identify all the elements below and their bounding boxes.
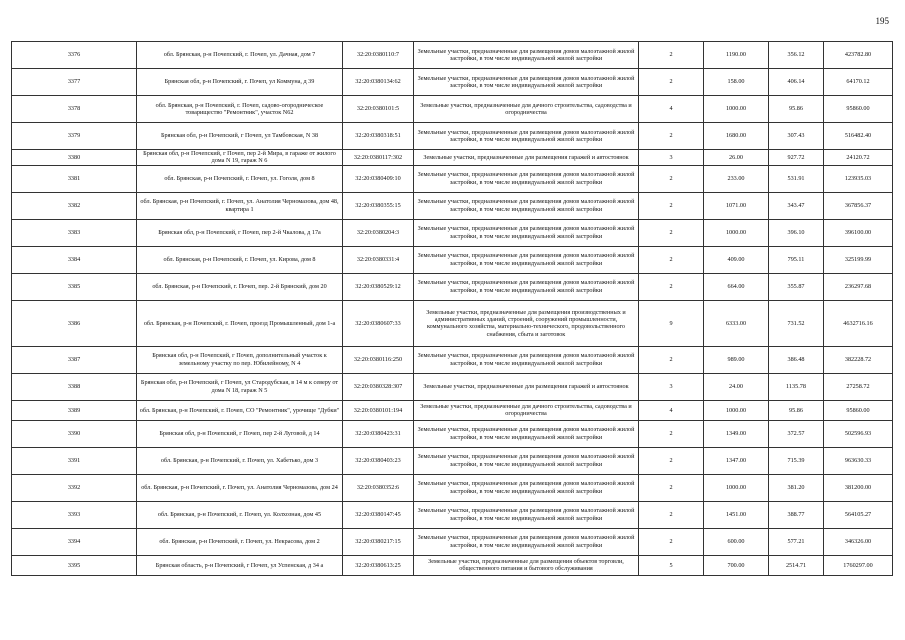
address-cell: обл. Брянская, р-н Почепский, г. Почеп, СО "Ремонтник", урочище "Дубки" xyxy=(137,400,343,420)
group-cell: 2 xyxy=(639,273,704,300)
land-use-cell: Земельные участки, предназначенные для размещения домов малоэтажной жилой застройки, в том числе индивидуальной жилой застройки xyxy=(414,42,639,69)
area-cell: 24.00 xyxy=(704,373,769,400)
table-row xyxy=(12,555,893,575)
address-cell: обл. Брянская, р-н Почепский, г. Почеп, ул. Колхозная, дом 45 xyxy=(137,501,343,528)
land-use-cell: Земельные участки, предназначенные для размещения гаражей и автостоянок xyxy=(414,373,639,400)
specific-value-cell: 715.39 xyxy=(769,447,824,474)
specific-value-cell: 1135.78 xyxy=(769,373,824,400)
row-number: 3385 xyxy=(12,273,137,300)
cadastral-number-cell: 32:20:0380217:15 xyxy=(343,528,414,555)
land-use-cell: Земельные участки, предназначенные для размещения домов малоэтажной жилой застройки, в том числе индивидуальной жилой застройки xyxy=(414,192,639,219)
area-cell: 1680.00 xyxy=(704,123,769,150)
cadastral-number-cell: 32:20:0380403:23 xyxy=(343,447,414,474)
cadastral-number-cell: 32:20:0380409:10 xyxy=(343,165,414,192)
table-row xyxy=(12,69,893,96)
address-cell: обл. Брянская, р-н Почепский, г. Почеп, ул. Анатолия Черномазова, дом 48, квартира 1 xyxy=(137,192,343,219)
group-cell: 5 xyxy=(639,555,704,575)
address-cell: Брянская обл, р-н Почепский, г. Почеп, ул Коммуна, д 39 xyxy=(137,69,343,96)
cadastral-value-cell: 27258.72 xyxy=(824,373,893,400)
address-cell: Брянская обл, р-н Почепский, г Почеп, ул Тамбовская, N 38 xyxy=(137,123,343,150)
cadastral-value-cell: 516482.40 xyxy=(824,123,893,150)
row-number: 3378 xyxy=(12,96,137,123)
group-cell: 2 xyxy=(639,346,704,373)
land-use-cell: Земельные участки, предназначенные для размещения домов малоэтажной жилой застройки, в том числе индивидуальной жилой застройки xyxy=(414,528,639,555)
group-cell: 2 xyxy=(639,420,704,447)
table-row xyxy=(12,300,893,346)
row-number: 3377 xyxy=(12,69,137,96)
cadastral-value-cell: 4632716.16 xyxy=(824,300,893,346)
specific-value-cell: 355.87 xyxy=(769,273,824,300)
row-number: 3389 xyxy=(12,400,137,420)
cadastral-value-cell: 236297.68 xyxy=(824,273,893,300)
group-cell: 2 xyxy=(639,42,704,69)
row-number: 3380 xyxy=(12,150,137,166)
land-use-cell: Земельные участки, предназначенные для размещения домов малоэтажной жилой застройки, в том числе индивидуальной жилой застройки xyxy=(414,346,639,373)
address-cell: обл. Брянская, р-н Почепский, г. Почеп, ул. Гоголя, дом 8 xyxy=(137,165,343,192)
group-cell: 2 xyxy=(639,447,704,474)
table-row xyxy=(12,447,893,474)
specific-value-cell: 95.86 xyxy=(769,400,824,420)
area-cell: 700.00 xyxy=(704,555,769,575)
land-use-cell: Земельные участки, предназначенные для дачного строительства, садоводства и огородничества xyxy=(414,96,639,123)
address-cell: Брянская обл, р-н Почепский, г Почеп, дополнительный участок к земельному участку по пер. Юбилейному, N 4 xyxy=(137,346,343,373)
area-cell: 1000.00 xyxy=(704,219,769,246)
address-cell: обл. Брянская, р-н Почепский, г. Почеп, ул. Анатолия Черномазова, дом 24 xyxy=(137,474,343,501)
group-cell: 2 xyxy=(639,165,704,192)
table-row xyxy=(12,165,893,192)
group-cell: 2 xyxy=(639,501,704,528)
cadastral-value-cell: 95860.00 xyxy=(824,96,893,123)
specific-value-cell: 731.52 xyxy=(769,300,824,346)
cadastral-number-cell: 32:20:0380355:15 xyxy=(343,192,414,219)
specific-value-cell: 927.72 xyxy=(769,150,824,166)
group-cell: 2 xyxy=(639,219,704,246)
area-cell: 1190.00 xyxy=(704,42,769,69)
address-cell: Брянская обл, р-н Почепский, г Почеп, пер 2-й Луговой, д 14 xyxy=(137,420,343,447)
cadastral-value-cell: 367856.37 xyxy=(824,192,893,219)
land-use-cell: Земельные участки, предназначенные для размещения домов малоэтажной жилой застройки, в том числе индивидуальной жилой застройки xyxy=(414,420,639,447)
cadastral-value-cell: 423782.80 xyxy=(824,42,893,69)
group-cell: 3 xyxy=(639,150,704,166)
cadastral-value-cell: 95860.00 xyxy=(824,400,893,420)
group-cell: 2 xyxy=(639,474,704,501)
cadastral-value-cell: 64170.12 xyxy=(824,69,893,96)
table-row xyxy=(12,123,893,150)
cadastral-number-cell: 32:20:0380613:25 xyxy=(343,555,414,575)
land-use-cell: Земельные участки, предназначенные для размещения домов малоэтажной жилой застройки, в том числе индивидуальной жилой застройки xyxy=(414,69,639,96)
row-number: 3387 xyxy=(12,346,137,373)
cadastral-number-cell: 32:20:0380134:62 xyxy=(343,69,414,96)
address-cell: Брянская обл, р-н Почепский, г Почеп, пер 2-й Чкалова, д 17а xyxy=(137,219,343,246)
address-cell: обл. Брянская, р-н Почепский, г. Почеп, ул. Хабетько, дом 3 xyxy=(137,447,343,474)
group-cell: 4 xyxy=(639,96,704,123)
area-cell: 989.00 xyxy=(704,346,769,373)
table-row xyxy=(12,150,893,166)
row-number: 3392 xyxy=(12,474,137,501)
address-cell: Брянская область, р-н Почепский, г Почеп, ул Успенская, д 34 а xyxy=(137,555,343,575)
group-cell: 2 xyxy=(639,123,704,150)
group-cell: 9 xyxy=(639,300,704,346)
cadastral-value-cell: 382228.72 xyxy=(824,346,893,373)
specific-value-cell: 531.91 xyxy=(769,165,824,192)
land-use-cell: Земельные участки, предназначенные для размещения домов малоэтажной жилой застройки, в том числе индивидуальной жилой застройки xyxy=(414,219,639,246)
cadastral-number-cell: 32:20:0380116:250 xyxy=(343,346,414,373)
area-cell: 409.00 xyxy=(704,246,769,273)
row-number: 3388 xyxy=(12,373,137,400)
area-cell: 1000.00 xyxy=(704,474,769,501)
table-row xyxy=(12,373,893,400)
table-row xyxy=(12,42,893,69)
address-cell: обл. Брянская, р-н Почепский, г. Почеп, пер. 2-й Брянский, дом 20 xyxy=(137,273,343,300)
table-row xyxy=(12,219,893,246)
specific-value-cell: 386.48 xyxy=(769,346,824,373)
area-cell: 158.00 xyxy=(704,69,769,96)
table-row xyxy=(12,528,893,555)
group-cell: 3 xyxy=(639,373,704,400)
row-number: 3376 xyxy=(12,42,137,69)
cadastral-number-cell: 32:20:0380318:51 xyxy=(343,123,414,150)
specific-value-cell: 2514.71 xyxy=(769,555,824,575)
area-cell: 1071.00 xyxy=(704,192,769,219)
table-row xyxy=(12,246,893,273)
land-use-cell: Земельные участки, предназначенные для размещения домов малоэтажной жилой застройки, в том числе индивидуальной жилой застройки xyxy=(414,273,639,300)
area-cell: 233.00 xyxy=(704,165,769,192)
row-number: 3393 xyxy=(12,501,137,528)
land-use-cell: Земельные участки, предназначенные для размещения домов малоэтажной жилой застройки, в том числе индивидуальной жилой застройки xyxy=(414,447,639,474)
address-cell: обл. Брянская, р-н Почепский, г. Почеп, ул. Некрасова, дом 2 xyxy=(137,528,343,555)
cadastral-value-cell: 564105.27 xyxy=(824,501,893,528)
table-row xyxy=(12,273,893,300)
row-number: 3383 xyxy=(12,219,137,246)
specific-value-cell: 396.10 xyxy=(769,219,824,246)
area-cell: 6333.00 xyxy=(704,300,769,346)
cadastral-value-cell: 963630.33 xyxy=(824,447,893,474)
address-cell: обл. Брянская, р-н Почепский, г. Почеп, проезд Промышленный, дом 1-а xyxy=(137,300,343,346)
specific-value-cell: 372.57 xyxy=(769,420,824,447)
address-cell: Брянская обл, р-н Почепский, г Почеп, пер 2-й Мира, в гараже от жилого дома N 19, гараж N 6 xyxy=(137,150,343,166)
specific-value-cell: 388.77 xyxy=(769,501,824,528)
specific-value-cell: 95.86 xyxy=(769,96,824,123)
specific-value-cell: 381.20 xyxy=(769,474,824,501)
cadastral-value-cell: 396100.00 xyxy=(824,219,893,246)
row-number: 3394 xyxy=(12,528,137,555)
land-use-cell: Земельные участки, предназначенные для размещения домов малоэтажной жилой застройки, в том числе индивидуальной жилой застройки xyxy=(414,165,639,192)
row-number: 3395 xyxy=(12,555,137,575)
row-number: 3391 xyxy=(12,447,137,474)
specific-value-cell: 406.14 xyxy=(769,69,824,96)
page-number: 195 xyxy=(875,16,889,26)
cadastral-number-cell: 32:20:0380328:307 xyxy=(343,373,414,400)
specific-value-cell: 795.11 xyxy=(769,246,824,273)
specific-value-cell: 356.12 xyxy=(769,42,824,69)
specific-value-cell: 577.21 xyxy=(769,528,824,555)
table-body xyxy=(12,42,893,576)
group-cell: 2 xyxy=(639,192,704,219)
cadastral-number-cell: 32:20:0380110:7 xyxy=(343,42,414,69)
table-row xyxy=(12,192,893,219)
cadastral-value-cell: 325199.99 xyxy=(824,246,893,273)
row-number: 3381 xyxy=(12,165,137,192)
land-use-cell: Земельные участки, предназначенные для размещения домов малоэтажной жилой застройки, в том числе индивидуальной жилой застройки xyxy=(414,123,639,150)
area-cell: 600.00 xyxy=(704,528,769,555)
land-use-cell: Земельные участки, предназначенные для размещения домов малоэтажной жилой застройки, в том числе индивидуальной жилой застройки xyxy=(414,474,639,501)
cadastral-number-cell: 32:20:0380101:5 xyxy=(343,96,414,123)
address-cell: обл. Брянская, р-н Почепский, г. Почеп, ул. Дачная, дом 7 xyxy=(137,42,343,69)
cadastral-number-cell: 32:20:0380117:302 xyxy=(343,150,414,166)
cadastral-number-cell: 32:20:0380423:31 xyxy=(343,420,414,447)
cadastral-value-cell: 346326.00 xyxy=(824,528,893,555)
cadastral-value-cell: 502596.93 xyxy=(824,420,893,447)
address-cell: Брянская обл, р-н Почепский, г Почеп, ул Стародубская, в 14 м к северу от дома N 18, гараж N 5 xyxy=(137,373,343,400)
cadastral-number-cell: 32:20:0380331:4 xyxy=(343,246,414,273)
address-cell: обл. Брянская, р-н Почепский, г. Почеп, садово-огородническое товарищество "Ремонтник", участок N62 xyxy=(137,96,343,123)
address-cell: обл. Брянская, р-н Почепский, г. Почеп, ул. Кирова, дом 8 xyxy=(137,246,343,273)
table-row xyxy=(12,501,893,528)
cadastral-value-cell: 1760297.00 xyxy=(824,555,893,575)
land-use-cell: Земельные участки, предназначенные для размещения домов малоэтажной жилой застройки, в том числе индивидуальной жилой застройки xyxy=(414,246,639,273)
specific-value-cell: 343.47 xyxy=(769,192,824,219)
area-cell: 1347.00 xyxy=(704,447,769,474)
cadastral-value-cell: 381200.00 xyxy=(824,474,893,501)
table-row xyxy=(12,96,893,123)
cadastral-number-cell: 32:20:0380147:45 xyxy=(343,501,414,528)
area-cell: 664.00 xyxy=(704,273,769,300)
row-number: 3382 xyxy=(12,192,137,219)
land-use-cell: Земельные участки, предназначенные для размещения объектов торговли, общественного питания и бытового обслуживания xyxy=(414,555,639,575)
table-row xyxy=(12,400,893,420)
specific-value-cell: 307.43 xyxy=(769,123,824,150)
cadastral-value-cell: 24120.72 xyxy=(824,150,893,166)
land-use-cell: Земельные участки, предназначенные для размещения производственных и административных зданий, строений, сооружений промышленности, коммунального хозяйства, материально-технического, продовольственного снабжения, сбыта и заготовок xyxy=(414,300,639,346)
area-cell: 26.00 xyxy=(704,150,769,166)
cadastral-value-cell: 123935.03 xyxy=(824,165,893,192)
area-cell: 1000.00 xyxy=(704,96,769,123)
cadastral-number-cell: 32:20:0380607:33 xyxy=(343,300,414,346)
cadastral-number-cell: 32:20:0380101:194 xyxy=(343,400,414,420)
row-number: 3379 xyxy=(12,123,137,150)
land-use-cell: Земельные участки, предназначенные для дачного строительства, садоводства и огородничества xyxy=(414,400,639,420)
row-number: 3384 xyxy=(12,246,137,273)
group-cell: 4 xyxy=(639,400,704,420)
table-row xyxy=(12,420,893,447)
cadastral-number-cell: 32:20:0380352:6 xyxy=(343,474,414,501)
land-use-cell: Земельные участки, предназначенные для размещения домов малоэтажной жилой застройки, в том числе индивидуальной жилой застройки xyxy=(414,501,639,528)
land-use-cell: Земельные участки, предназначенные для размещения гаражей и автостоянок xyxy=(414,150,639,166)
row-number: 3386 xyxy=(12,300,137,346)
table-row xyxy=(12,346,893,373)
group-cell: 2 xyxy=(639,528,704,555)
group-cell: 2 xyxy=(639,69,704,96)
area-cell: 1000.00 xyxy=(704,400,769,420)
area-cell: 1451.00 xyxy=(704,501,769,528)
row-number: 3390 xyxy=(12,420,137,447)
group-cell: 2 xyxy=(639,246,704,273)
cadastral-value-table xyxy=(11,41,893,576)
cadastral-number-cell: 32:20:0380204:3 xyxy=(343,219,414,246)
area-cell: 1349.00 xyxy=(704,420,769,447)
table-row xyxy=(12,474,893,501)
cadastral-number-cell: 32:20:0380529:12 xyxy=(343,273,414,300)
